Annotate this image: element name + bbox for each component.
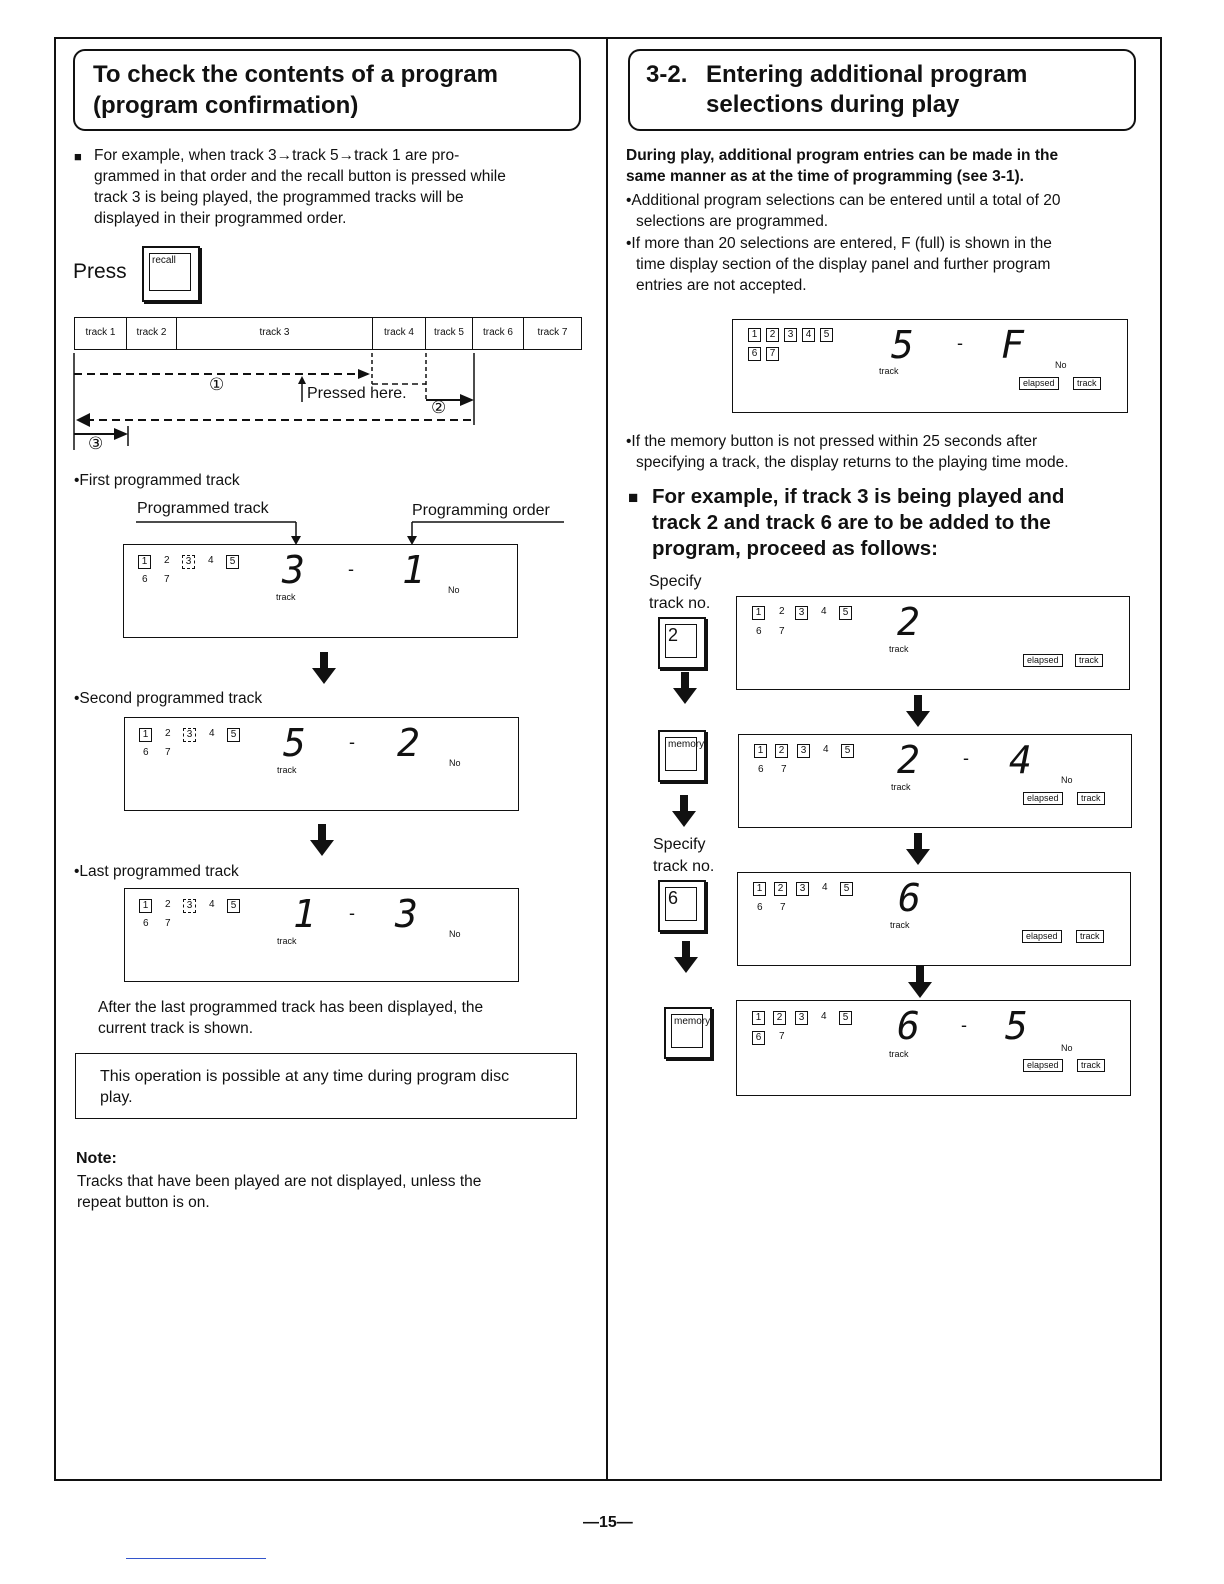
right-title-line1: Entering additional program [706, 61, 1028, 88]
lcd-track-num: 2 [774, 882, 787, 896]
lcd-track-num: 1 [139, 899, 152, 913]
lcd-track-num: 7 [779, 626, 785, 637]
right-title-line2: selections during play [706, 91, 960, 118]
bullet-line: time display section of the display panel and further program [636, 256, 1051, 273]
track-cell: track 1 [75, 318, 127, 349]
left-intro-line: For example, when track 3→track 5→track 1 are pro- [94, 147, 460, 164]
down-arrow-icon [908, 966, 930, 996]
lcd-track-digit: 3 [282, 548, 305, 592]
circle-2-label: ② [431, 398, 447, 417]
lcd-track-label: track [889, 644, 909, 654]
elapsed-pill: elapsed [1023, 1059, 1063, 1072]
lcd-full [732, 319, 1128, 413]
lcd-track-num: 5 [839, 1011, 852, 1025]
lcd-second-track [124, 717, 519, 811]
track-cell: track 7 [537, 327, 568, 338]
lcd-track-num: 4 [822, 882, 828, 893]
lcd-track-num: 6 [752, 1031, 765, 1045]
right-title-number: 3-2. [646, 61, 688, 88]
right-bullet1 [626, 190, 1061, 232]
lcd-dash: - [963, 748, 969, 768]
lcd-no-label: No [1055, 360, 1067, 370]
lcd-last-track [124, 888, 519, 982]
lcd-order-digit: 5 [1005, 1004, 1028, 1048]
lcd-track-num: 6 [757, 902, 763, 913]
lcd-track-num: 2 [165, 728, 171, 739]
memory-button-label: memory [665, 737, 697, 771]
example-heading [628, 484, 1130, 562]
lcd-track-num: 4 [208, 555, 214, 566]
lcd-track-num: 4 [821, 606, 827, 617]
lcd-track-num: 3 [182, 555, 195, 569]
example-line: track 2 and track 6 are to be added to the [652, 511, 1051, 534]
lcd-track-num: 7 [165, 918, 171, 929]
track-cell: track 3 [177, 318, 373, 349]
lcd-track-num: 5 [840, 882, 853, 896]
bullet-line: specifying a track, the display returns to the playing time mode. [636, 454, 1069, 471]
lcd-dash: - [961, 1015, 967, 1035]
lcd-no-label: No [449, 929, 461, 939]
after-text [98, 997, 483, 1039]
lcd-track-num: 2 [766, 328, 779, 342]
lcd-track-num: 7 [779, 1031, 785, 1042]
page-number: —15— [583, 1514, 633, 1531]
lcd-step-3 [737, 872, 1131, 966]
left-intro-line: grammed in that order and the recall button is pressed while [94, 168, 506, 185]
lcd-track-label: track [891, 782, 911, 792]
lcd-track-num: 1 [753, 882, 766, 896]
play-order-diagram [70, 350, 490, 460]
down-arrow-icon [674, 941, 696, 971]
note-text [77, 1171, 481, 1213]
lcd-track-digit: 5 [891, 323, 914, 367]
right-title-box [628, 49, 1136, 131]
lcd-track-digit: 1 [293, 892, 316, 936]
lcd-track-num: 5 [839, 606, 852, 620]
left-intro-line: track 3 is being played, the programmed tracks will be [94, 189, 464, 206]
lcd-track-num: 3 [784, 328, 797, 342]
last-programmed-label: •Last programmed track [74, 863, 239, 880]
lcd-track-num: 2 [164, 555, 170, 566]
track-6-button[interactable] [658, 880, 706, 932]
track-6-button-label: 6 [665, 887, 697, 921]
down-arrow-icon [906, 833, 928, 863]
lcd-track-num: 3 [183, 899, 196, 913]
after-line: current track is shown. [98, 1020, 254, 1037]
lcd-order-digit: 3 [395, 892, 418, 936]
lcd-track-num: 7 [780, 902, 786, 913]
lcd-track-num: 6 [758, 764, 764, 775]
elapsed-pill: elapsed [1022, 930, 1062, 943]
lcd-track-num: 1 [748, 328, 761, 342]
lcd-step-2 [738, 734, 1132, 828]
column-divider [606, 37, 608, 1481]
specify-label-1 [649, 571, 710, 615]
left-title-line2: (program confirmation) [93, 92, 359, 119]
lcd-track-num: 5 [226, 555, 239, 569]
lcd-track-num: 3 [183, 728, 196, 742]
square-bullet-icon: ■ [74, 149, 82, 164]
recall-button[interactable] [142, 246, 200, 302]
lcd-track-num: 5 [841, 744, 854, 758]
track-2-button-label: 2 [665, 624, 697, 658]
lcd-track-label: track [889, 1049, 909, 1059]
note-title: Note: [76, 1150, 117, 1167]
lcd-dash: - [349, 732, 355, 752]
memory-button-label: memory [671, 1014, 703, 1048]
lcd-track-num: 4 [821, 1011, 827, 1022]
box-line: play. [100, 1089, 133, 1106]
memory-button[interactable] [658, 730, 706, 782]
circle-1-label: ① [209, 375, 225, 394]
lcd-track-num: 6 [143, 918, 149, 929]
lcd-track-num: 5 [227, 728, 240, 742]
right-bullet3 [626, 431, 1069, 473]
lcd-track-label: track [879, 366, 899, 376]
lcd-track-num: 1 [752, 606, 765, 620]
note-line: repeat button is on. [77, 1194, 210, 1211]
lcd-track-num: 3 [795, 1011, 808, 1025]
example-line: program, proceed as follows: [652, 537, 938, 560]
track-cell: track 4 [373, 318, 426, 349]
example-line: For example, if track 3 is being played and [652, 485, 1065, 508]
down-arrow-icon [310, 824, 332, 854]
down-arrow-icon [906, 695, 928, 725]
first-programmed-label: •First programmed track [74, 472, 240, 489]
track-2-button[interactable] [658, 617, 706, 669]
lcd-track-num: 6 [756, 626, 762, 637]
specify-label-2 [653, 834, 714, 878]
down-arrow-icon [673, 672, 695, 702]
after-line: After the last programmed track has been displayed, the [98, 999, 484, 1016]
down-arrow-icon [312, 652, 334, 682]
lcd-track-num: 7 [781, 764, 787, 775]
lcd-track-digit: 2 [897, 738, 920, 782]
lcd-dash: - [957, 333, 963, 353]
lcd-dash: - [348, 559, 354, 579]
lcd-no-label: No [1061, 1043, 1073, 1053]
track-table [74, 317, 582, 350]
left-intro-line: displayed in their programmed order. [94, 210, 347, 227]
left-intro [74, 145, 579, 229]
left-title-box [73, 49, 581, 131]
lcd-no-label: No [449, 758, 461, 768]
lcd-track-num: 2 [779, 606, 785, 617]
left-title-line1: To check the contents of a program [93, 61, 498, 88]
lcd-no-label: No [1061, 775, 1073, 785]
specify-line: track no. [653, 858, 715, 875]
footer-rule [126, 1558, 266, 1559]
track-pill: track [1077, 792, 1105, 805]
bullet-line: •If the memory button is not pressed within 25 seconds after [626, 433, 1038, 450]
lcd-track-num: 6 [142, 574, 148, 585]
lcd-track-num: 5 [227, 899, 240, 913]
lcd-track-num: 1 [752, 1011, 765, 1025]
lcd-full-indicator: F [1001, 323, 1024, 367]
lcd-no-label: No [448, 585, 460, 595]
track-pill: track [1073, 377, 1101, 390]
lcd-track-label: track [276, 592, 296, 602]
lcd-track-num: 3 [795, 606, 808, 620]
right-bullet2 [626, 233, 1052, 296]
lcd-track-num: 7 [165, 747, 171, 758]
circle-3-label: ③ [88, 434, 104, 453]
recall-button-label: recall [149, 253, 191, 291]
lcd-first-track [123, 544, 518, 638]
pressed-here-label: Pressed here. [307, 385, 407, 402]
lcd-track-num: 7 [766, 347, 779, 361]
lcd-track-num: 2 [773, 1011, 786, 1025]
lcd-track-num: 5 [820, 328, 833, 342]
elapsed-pill: elapsed [1023, 792, 1063, 805]
lcd-track-num: 3 [796, 882, 809, 896]
lcd-track-num: 1 [754, 744, 767, 758]
lcd-track-digit: 6 [898, 876, 921, 920]
square-bullet-icon: ■ [628, 488, 639, 507]
lcd-track-num: 6 [748, 347, 761, 361]
note-line: Tracks that have been played are not displayed, unless the [77, 1173, 482, 1190]
track-cell: track 2 [127, 318, 177, 349]
lcd-track-label: track [277, 936, 297, 946]
track-cell: track 6 [473, 318, 524, 349]
programming-order-label: Programming order [412, 502, 550, 519]
lcd-track-num: 3 [797, 744, 810, 758]
memory-button-2[interactable] [664, 1007, 712, 1059]
right-intro-line: same manner as at the time of programming (see 3-1). [626, 168, 1024, 185]
second-programmed-label: •Second programmed track [74, 690, 263, 707]
specify-line: Specify [653, 836, 706, 853]
specify-line: Specify [649, 573, 702, 590]
operation-note-box [75, 1053, 577, 1119]
elapsed-pill: elapsed [1023, 654, 1063, 667]
elapsed-pill: elapsed [1019, 377, 1059, 390]
lcd-track-num: 1 [139, 728, 152, 742]
lcd-track-num: 7 [164, 574, 170, 585]
bullet-line: •If more than 20 selections are entered, F (full) is shown in the [626, 235, 1052, 252]
lcd-track-num: 4 [802, 328, 815, 342]
lcd-track-num: 2 [775, 744, 788, 758]
lcd-track-num: 4 [823, 744, 829, 755]
lcd-track-num: 4 [209, 899, 215, 910]
press-label: Press [73, 260, 127, 283]
track-pill: track [1075, 654, 1103, 667]
bullet-line: •Additional program selections can be entered until a total of 20 [626, 192, 1061, 209]
lcd-track-digit: 5 [283, 721, 306, 765]
right-intro-line: During play, additional program entries can be made in the [626, 147, 1059, 164]
lcd-track-num: 6 [143, 747, 149, 758]
lcd-track-label: track [890, 920, 910, 930]
bullet-line: entries are not accepted. [636, 277, 807, 294]
bullet-line: selections are programmed. [636, 213, 829, 230]
lcd-track-num: 4 [209, 728, 215, 739]
lcd-track-digit: 6 [897, 1004, 920, 1048]
lcd-track-digit: 2 [897, 600, 920, 644]
track-pill: track [1076, 930, 1104, 943]
lcd-track-label: track [277, 765, 297, 775]
specify-line: track no. [649, 595, 711, 612]
lcd-dash: - [349, 903, 355, 923]
lcd-order-digit: 2 [397, 721, 420, 765]
lcd-order-digit: 1 [402, 548, 425, 592]
right-intro [626, 145, 1058, 187]
lcd-track-num: 2 [165, 899, 171, 910]
track-pill: track [1077, 1059, 1105, 1072]
down-arrow-icon [672, 795, 694, 825]
track-cell: track 5 [426, 318, 473, 349]
lcd-step-1 [736, 596, 1130, 690]
lcd-step-4 [736, 1000, 1131, 1096]
box-line: This operation is possible at any time during program disc [100, 1068, 510, 1085]
lcd-track-num: 1 [138, 555, 151, 569]
lcd-order-digit: 4 [1009, 738, 1032, 782]
programmed-track-label: Programmed track [137, 500, 269, 517]
